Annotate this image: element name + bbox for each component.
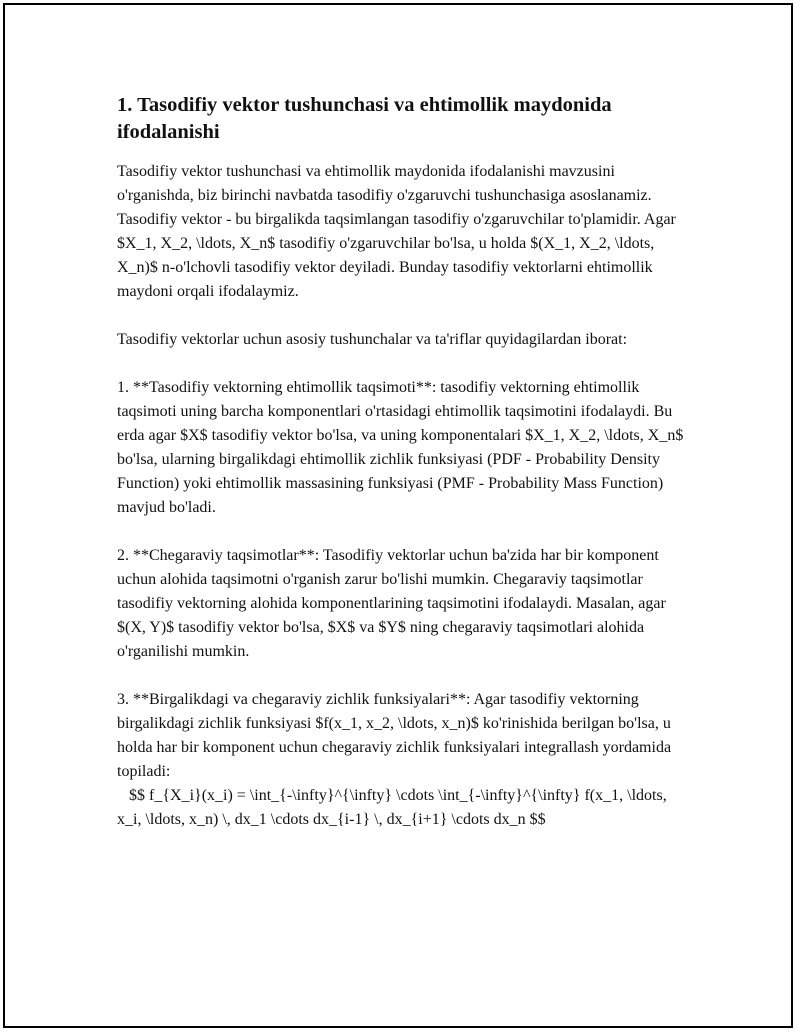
- definitions-intro-paragraph: Tasodifiy vektorlar uchun asosiy tushunchalar va ta'riflar quyidagilardan iborat:: [117, 331, 628, 348]
- paragraph-spacer: [117, 304, 692, 328]
- list-item-density-functions: 3. **Birgalikdagi va chegaraviy zichlik funksiyalari**: Agar tasodifiy vektorning birgalikdagi zichlik funksiyasi $f(x_1, x_2, \ldots, x_n)$ ko'rinishida berilgan bo'lsa, u holda har bir komponent uchun chegaraviy zichlik funksiyalari integrallash yordamida topiladi: $$ f_{X_i}(x_i) = \int_{-\infty}^{\infty} \cdots \int_{-\infty}^{\infty} f(x_1, \ldots, x_i, \ldots, x_n) \, dx_1 \cdots dx_{i-1} \, dx_{i+1} \cdots dx_n $$: [117, 691, 672, 828]
- document-body: [117, 92, 692, 832]
- section-heading: 1. Tasodifiy vektor tushunchasi va ehtimollik maydonida ifodalanishi: [117, 94, 612, 143]
- intro-paragraph: Tasodifiy vektor tushunchasi va ehtimollik maydonida ifodalanishi mavzusini o'rganishda, biz birinchi navbatda tasodifiy o'zgaruvchi tushunchasiga asoslanamiz. Tasodifiy vektor - bu birgalikda taqsimlangan tasodifiy o'zgaruvchilar to'plamidir. Agar $X_1, X_2, \ldots, X_n$ tasodifiy o'zgaruvchilar bo'lsa, u holda $(X_1, X_2, \ldots, X_n)$ n-o'lchovli tasodifiy vektor deyiladi. Bunday tasodifiy vektorlarni ehtimollik maydoni orqali ifodalaymiz.: [117, 163, 680, 300]
- paragraph-spacer: [117, 352, 692, 376]
- list-item-probability-distribution: 1. **Tasodifiy vektorning ehtimollik taqsimoti**: tasodifiy vektorning ehtimollik taqsimoti uning barcha komponentlari o'rtasidagi ehtimollik taqsimotini ifodalaydi. Bu erda agar $X$ tasodifiy vektor bo'lsa, va uning komponentalari $X_1, X_2, \ldots, X_n$ bo'lsa, ularning birgalikdagi ehtimollik zichlik funksiyasi (PDF - Probability Density Function) yoki ehtimollik massasining funksiyasi (PMF - Probability Mass Function) mavjud bo'ladi.: [117, 379, 688, 516]
- paragraph-spacer: [117, 664, 692, 688]
- paragraph-spacer: [117, 520, 692, 544]
- list-item-marginal-distributions: 2. **Chegaraviy taqsimotlar**: Tasodifiy vektorlar uchun ba'zida har bir komponent uchun alohida taqsimotni o'rganish zarur bo'lishi mumkin. Chegaraviy taqsimotlar tasodifiy vektorning alohida komponentlarining taqsimotini ifodalaydi. Masalan, agar $(X, Y)$ tasodifiy vektor bo'lsa, $X$ va $Y$ ning chegaraviy taqsimotlari alohida o'rganilishi mumkin.: [117, 547, 670, 660]
